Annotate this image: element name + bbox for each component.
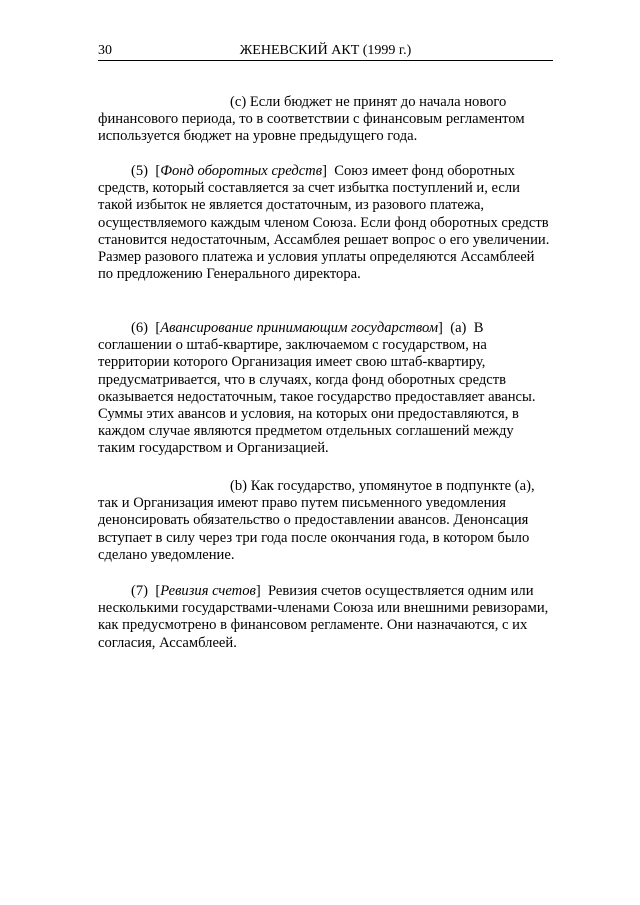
- paragraph-number: (5): [131, 163, 149, 179]
- heading-open: [: [155, 583, 161, 599]
- page-number: 30: [98, 43, 112, 58]
- heading-close: ]: [438, 320, 443, 336]
- heading-close: ]: [255, 583, 261, 599]
- paragraph-text: Ревизия счетов осуществляется одним или несколькими государствами-членами Союза или внешними ревизорами, как предусмотрено в финансовом регламенте. Они назначаются, с их согласия, Ассамблеей.: [98, 583, 549, 651]
- item-marker: (с): [230, 94, 247, 110]
- paragraph-6: [98, 320, 550, 458]
- paragraph-heading: Ревизия счетов: [160, 583, 256, 599]
- page-header: [98, 42, 553, 61]
- paragraph-heading: Авансирование принимающим государством: [160, 320, 439, 336]
- heading-close: ]: [322, 163, 327, 179]
- paragraph-text: Как государство, упомянутое в подпункте (а), так и Организация имеют право путем письменного уведомления денонсировать обязательство о предоставлении авансов. Денонсация вступает в силу через три года после окончания года, в котором было сделано уведомление.: [98, 478, 535, 563]
- item-marker: (b): [230, 478, 248, 494]
- running-title: ЖЕНЕВСКИЙ АКТ (1999 г.): [239, 43, 412, 58]
- paragraph-text: В соглашении о штаб-квартире, заключаемом с государством, на территории которого Организация имеет свою штаб-квартиру, предусматривается, что в случаях, когда фонд оборотных средств оказывается недостаточным, такое государство предоставляет авансы. Суммы этих авансов и условия, на которых они предоставляются, в каждом случае являются предметом отдельных соглашений между таким государством и Организацией.: [98, 320, 536, 457]
- paragraph-number: (7): [131, 583, 149, 599]
- paragraph-6b: [98, 478, 550, 564]
- paragraph-heading: Фонд оборотных средств: [160, 163, 323, 179]
- heading-open: [: [155, 320, 161, 336]
- heading-open: [: [155, 163, 161, 179]
- paragraph-text: Союз имеет фонд оборотных средств, который составляется за счет избытка поступлений и, если такой избыток не является достаточным, из разового платежа, осуществляемого каждым членом Союза. Если фонд оборотных средств становится недостаточным, Ассамблея решает вопрос о его увеличении. Размер разового платежа и условия уплаты определяются Ассамблеей по предложению Генерального директора.: [98, 163, 550, 283]
- paragraph-number: (6): [131, 320, 149, 336]
- sub-marker: (a): [450, 320, 467, 336]
- paragraph-7: [98, 583, 550, 652]
- paragraph-text: Если бюджет не принят до начала нового финансового периода, то в соответствии с финансовым регламентом используется бюджет на уровне предыдущего года.: [98, 94, 525, 145]
- paragraph-5: [98, 163, 550, 283]
- paragraph-c: [98, 94, 550, 146]
